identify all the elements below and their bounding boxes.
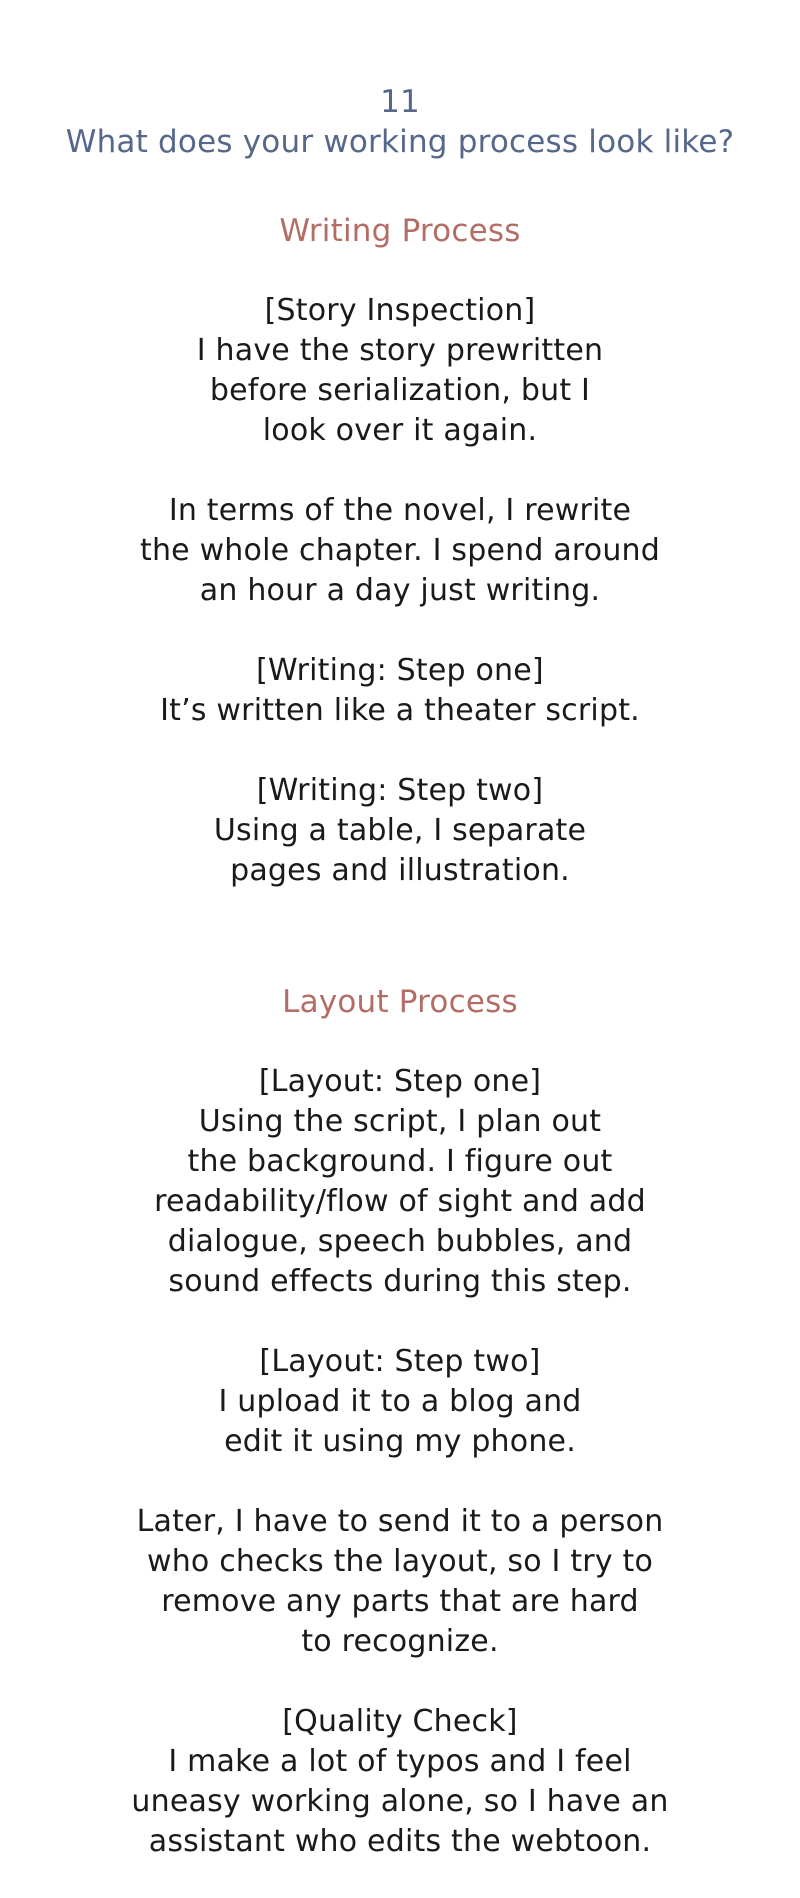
body-line: I make a lot of typos and I feel <box>168 1744 632 1779</box>
body-line: before serialization, but I <box>209 373 591 408</box>
layout-step-two-label: [Layout: Step two] <box>259 1344 541 1379</box>
story-inspection-label: [Story Inspection] <box>264 293 536 328</box>
quality-check-label: [Quality Check] <box>282 1704 518 1739</box>
body-line: I have the story prewritten <box>196 333 604 368</box>
body-line: edit it using my phone. <box>224 1424 576 1459</box>
body-line: who checks the layout, so I try to <box>146 1544 654 1579</box>
body-line: In terms of the novel, I rewrite <box>168 493 632 528</box>
body-line: Later, I have to send it to a person <box>136 1504 664 1539</box>
body-line: It’s written like a theater script. <box>160 693 640 728</box>
body-line: pages and illustration. <box>230 853 570 888</box>
body-line: sound effects during this step. <box>168 1264 632 1299</box>
body-line: the whole chapter. I spend around <box>140 533 660 568</box>
body-line: uneasy working alone, so I have an <box>131 1784 669 1819</box>
writing-step-one-label: [Writing: Step one] <box>256 653 544 688</box>
body-line: I upload it to a blog and <box>218 1384 582 1419</box>
body-line: readability/flow of sight and add <box>154 1184 646 1219</box>
question-number: 11 <box>380 84 420 120</box>
body-line: Using the script, I plan out <box>198 1104 602 1139</box>
writing-step-two-label: [Writing: Step two] <box>256 773 544 808</box>
layout-step-one-label: [Layout: Step one] <box>258 1064 542 1099</box>
body-line: the background. I figure out <box>187 1144 613 1179</box>
body-line: Using a table, I separate <box>213 813 587 848</box>
body-line: dialogue, speech bubbles, and <box>167 1224 633 1259</box>
question-title: What does your working process look like? <box>65 124 735 160</box>
body-line: remove any parts that are hard <box>161 1584 639 1619</box>
writing-process-heading: Writing Process <box>279 213 521 249</box>
body-line: look over it again. <box>262 413 538 448</box>
body-line: to recognize. <box>301 1624 499 1659</box>
body-line: assistant who edits the webtoon. <box>148 1824 652 1859</box>
layout-process-heading: Layout Process <box>282 984 518 1020</box>
body-line: an hour a day just writing. <box>199 573 601 608</box>
